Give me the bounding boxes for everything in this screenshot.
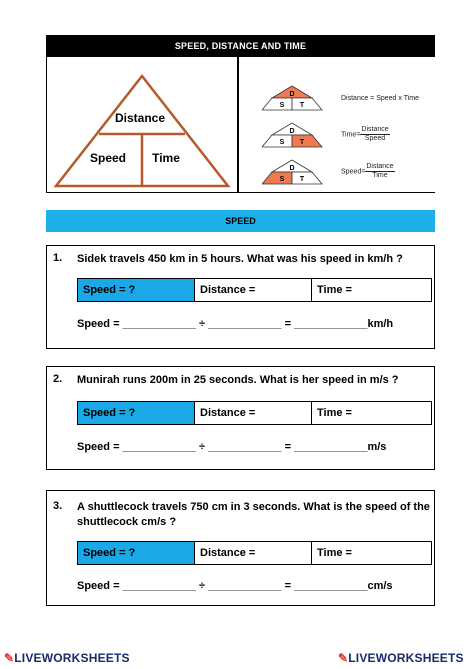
answer-table xyxy=(77,401,432,425)
speed-equation[interactable]: Speed = ____________ ÷ ____________ = ____________cm/s xyxy=(77,580,393,592)
time-cell[interactable]: Time = xyxy=(317,407,352,419)
distance-cell[interactable]: Distance = xyxy=(195,402,312,424)
speed-formula: Speed= $\frac{\text{Distance}}{\text{Time}}$ xyxy=(341,163,394,179)
speed-equation[interactable]: Speed = ____________ ÷ ____________ = ____________m/s xyxy=(77,441,387,453)
question-3 xyxy=(46,490,435,606)
question-1 xyxy=(46,245,435,349)
speed-cell[interactable]: Speed = ? xyxy=(78,279,195,301)
triangle-speed-label: Speed xyxy=(89,151,127,165)
panel-divider xyxy=(237,57,239,193)
liveworksheets-icon: ✎ xyxy=(338,651,349,665)
svg-text:T: T xyxy=(299,139,305,146)
page-title: SPEED, DISTANCE AND TIME xyxy=(46,35,435,57)
question-text: A shuttlecock travels 750 cm in 3 seconds. What is the speed of the shuttlecock cm/s ? xyxy=(77,501,430,528)
question-2 xyxy=(46,366,435,470)
time-cell[interactable]: Time = xyxy=(317,284,352,296)
question-text: Munirah runs 200m in 25 seconds. What is her speed in m/s ? xyxy=(77,374,399,386)
answer-table xyxy=(77,541,432,565)
time-cell[interactable]: Time = xyxy=(317,547,352,559)
footer-logo-left: ✎LIVEWORKSHEETS xyxy=(4,651,130,665)
speed-cell[interactable]: Speed = ? xyxy=(78,542,195,564)
question-number: 1. xyxy=(53,252,63,264)
time-formula: Time= $\frac{\text{Distance}}{\text{Speed}}$ xyxy=(341,126,389,142)
svg-text:S: S xyxy=(279,102,285,109)
svg-text:T: T xyxy=(299,176,305,183)
question-number: 2. xyxy=(53,373,63,385)
speed-cell[interactable]: Speed = ? xyxy=(78,402,195,424)
speed-equation[interactable]: Speed = ____________ ÷ ____________ = ____________km/h xyxy=(77,318,394,330)
distance-formula: Distance = Speed x Time xyxy=(341,95,420,102)
distance-cell[interactable]: Distance = xyxy=(195,542,312,564)
footer xyxy=(0,648,474,669)
section-title: SPEED xyxy=(46,210,435,232)
svg-text:T: T xyxy=(299,102,305,109)
svg-text:D: D xyxy=(289,128,295,135)
answer-table xyxy=(77,278,432,302)
distance-cell[interactable]: Distance = xyxy=(195,279,312,301)
triangle-time-label: Time xyxy=(152,151,180,165)
footer-logo-right: ✎LIVEWORKSHEETS xyxy=(338,651,464,665)
question-text: Sidek travels 450 km in 5 hours. What was his speed in km/h ? xyxy=(77,253,403,265)
small-triangle-time xyxy=(262,121,332,151)
svg-text:D: D xyxy=(289,91,295,98)
triangle-distance-label: Distance xyxy=(114,111,166,125)
small-triangle-distance xyxy=(262,84,332,114)
question-number: 3. xyxy=(53,500,63,512)
svg-text:S: S xyxy=(279,139,285,146)
svg-text:D: D xyxy=(289,165,295,172)
liveworksheets-icon: ✎ xyxy=(4,651,15,665)
svg-text:S: S xyxy=(279,176,285,183)
small-triangle-speed xyxy=(262,158,332,188)
big-triangle xyxy=(50,72,234,190)
